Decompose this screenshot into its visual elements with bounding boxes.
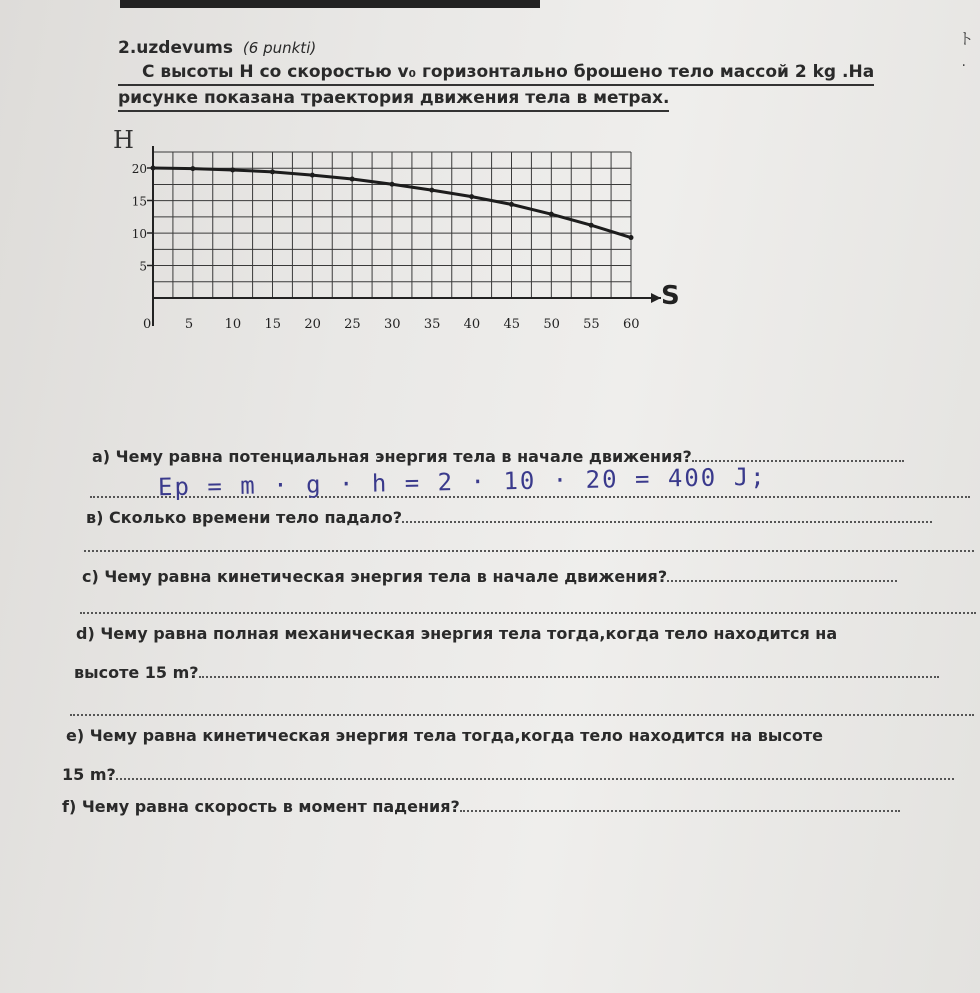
chart-ticks [132,162,640,332]
question-e-text-2: 15 m? [62,765,116,784]
y-axis-label: H [113,128,134,154]
answer-c-line [80,612,976,614]
question-a [92,446,904,466]
answer-c-dots [667,566,897,582]
question-e-text: е) Чему равна кинетическая энергия тела тогда,когда тело находится на высоте [66,726,823,745]
trajectory-point [469,194,474,199]
edge-mark: ト [957,29,974,48]
question-f-text: f) Чему равна скорость в момент падения? [62,797,460,816]
top-edge-bar [120,0,540,8]
question-d-line-2 [74,662,939,682]
intro-line-2: рисунке показана траектория движения тела в метрах. [118,86,669,112]
question-e-line-1 [66,726,823,745]
y-tick-label: 20 [131,162,147,176]
y-tick-label: 10 [131,227,147,241]
question-c [82,566,897,586]
answer-b-dots [402,507,932,523]
trajectory-point [390,182,395,187]
question-c-text: с) Чему равна кинетическая энергия тела в начале движения? [82,567,668,586]
question-b [86,507,932,527]
x-axis-label: S [661,281,680,311]
question-a-text: а) Чему равна потенциальная энергия тела в начале движения? [92,447,692,466]
question-d-text-2: высоте 15 m? [74,663,199,682]
y-tick-label: 5 [139,259,147,274]
answer-d-line [70,714,974,716]
x-tick-label: 55 [583,317,600,332]
trajectory-point [310,173,315,178]
trajectory-point [350,177,355,182]
trajectory-chart [95,128,695,348]
task-number: 2.uzdevums [118,38,233,58]
x-tick-label: 40 [463,317,481,332]
question-e-line-2 [62,764,954,784]
x-tick-label: 35 [423,317,441,332]
edge-mark-2: · [961,58,966,74]
trajectory-point [429,188,434,193]
x-tick-label: 20 [304,317,321,332]
trajectory-point [190,166,195,171]
trajectory-point [230,167,235,172]
answer-b-line [84,550,974,552]
chart-grid [153,152,631,298]
answer-a-dots [692,446,904,462]
trajectory-point [270,169,275,174]
question-d-text: d) Чему равна полная механическая энергия тела тогда,когда тело находится на [76,624,838,643]
answer-e-dots [116,764,954,780]
question-d-line-1 [76,624,837,643]
trajectory-point [509,202,514,207]
trajectory-point [589,223,594,228]
answer-d-dots [199,662,939,678]
answer-f-dots [460,796,900,812]
chart-axes [153,146,661,326]
x-tick-label: 60 [623,317,640,332]
trajectory-point [549,212,554,217]
task-title [118,38,316,58]
y-tick-label: 15 [131,194,147,209]
x-tick-label: 5 [184,317,194,332]
trajectory-point [151,166,156,171]
x-tick-label: 50 [543,317,560,332]
x-tick-label: 25 [344,317,361,332]
question-f [62,796,900,816]
task-points: (6 punkti) [242,39,317,57]
x-tick-label: 10 [224,317,242,332]
handwritten-answer-a: Ep = m · g · h = 2 · 10 · 20 = 400 J; [157,462,767,502]
x-tick-label: 45 [503,317,521,332]
x-axis-arrow [651,293,661,303]
x-tick-label: 0 [143,317,152,332]
x-tick-label: 15 [264,317,282,332]
question-b-text: в) Сколько времени тело падало? [86,508,403,527]
task-intro [118,60,918,112]
trajectory-point [629,235,634,240]
intro-line-1: С высоты H со скоростью v₀ горизонтально брошено тело массой 2 kg .На [118,60,874,86]
x-tick-label: 30 [384,317,401,332]
